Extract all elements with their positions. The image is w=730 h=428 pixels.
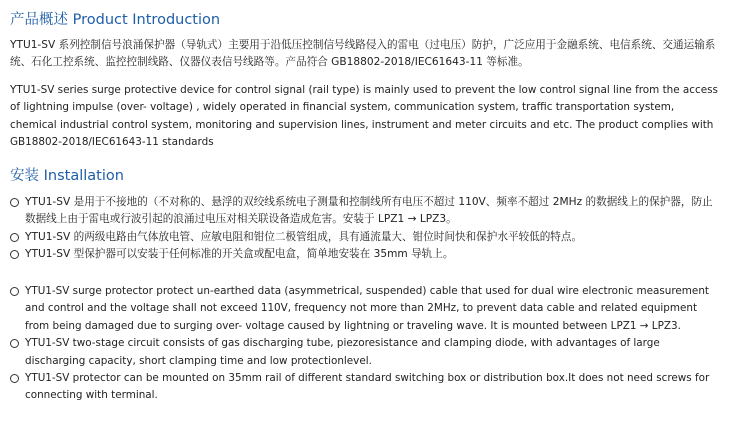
installation-heading: 安装 Installation xyxy=(10,168,124,184)
list-item-text: YTU1-SV 型保护器可以安装于任何标准的开关盒或配电盒，简单地安装在 35mm 导轨上。 xyxy=(25,248,454,261)
intro-english-paragraph: YTU1-SV series surge protective device for control signal (rail type) is mainly used to prevent the low control signal line from the access of lightning impulse (over- voltage) , widely operated in financial system, communication system, traffic transportation system, chemical industrial control system, monitoring and supervision lines, instrument and meter circuits and etc. The product complies with GB18802-2018/IEC61643-11 standards xyxy=(10,84,718,149)
list-item xyxy=(10,246,722,263)
list-item-text: YTU1-SV surge protector protect un-earthed data (asymmetrical, suspended) cable that used for dual wire electronic measurement and control and the voltage shall not exceed 110V, frequency not more than 2MHz, to prevent data cable and related equipment from being damaged due to surging over- voltage caused by lightning or traveling wave. It is mounted between LPZ1 → LPZ3. xyxy=(25,285,709,332)
list-item xyxy=(10,335,722,370)
list-item xyxy=(10,229,722,246)
list-item-text: YTU1-SV 是用于不接地的（不对称的、悬浮的双绞线系统电子测量和控制线所有电压不超过 110V、频率不超过 2MHz 的数据线上的保护器，防止数据线上由于雷电或行波引起的浪涌过电压对相关联设备造成危害。安装于 LPZ1 → LPZ3。 xyxy=(25,196,713,226)
circle-bullet-icon xyxy=(10,233,19,242)
list-item xyxy=(10,194,722,229)
list-item-text: YTU1-SV two-stage circuit consists of gas discharging tube, piezoresistance and clamping diode, with advantages of large discharging capacity, short clamping time and low protectionlevel. xyxy=(25,337,660,367)
intro-chinese-paragraph: YTU1-SV 系列控制信号浪涌保护器（导轨式）主要用于沿低压控制信号线路侵入的雷电（过电压）防护，广泛应用于金融系统、电信系统、交通运输系统、石化工控系统、监控控制线路、仪器仪表信号线路等。产品符合 GB18802-2018/IEC61643-11 等标准。 xyxy=(10,39,716,69)
circle-bullet-icon xyxy=(10,374,19,383)
circle-bullet-icon xyxy=(10,287,19,296)
circle-bullet-icon xyxy=(10,198,19,207)
list-item xyxy=(10,370,722,405)
list-item-text: YTU1-SV 的两级电路由气体放电管、应敏电阻和钳位二极管组成，具有通流量大、钳位时间快和保护水平较低的特点。 xyxy=(25,230,583,243)
list-item xyxy=(10,283,722,335)
product-introduction-heading: 产品概述 Product Introduction xyxy=(10,12,221,28)
list-item-text: YTU1-SV protector can be mounted on 35mm rail of different standard switching box or distribution box.It does not need screws for connecting with terminal. xyxy=(25,372,710,402)
circle-bullet-icon xyxy=(10,250,19,259)
installation-chinese-list xyxy=(10,194,722,264)
installation-english-list xyxy=(10,283,722,405)
circle-bullet-icon xyxy=(10,339,19,348)
